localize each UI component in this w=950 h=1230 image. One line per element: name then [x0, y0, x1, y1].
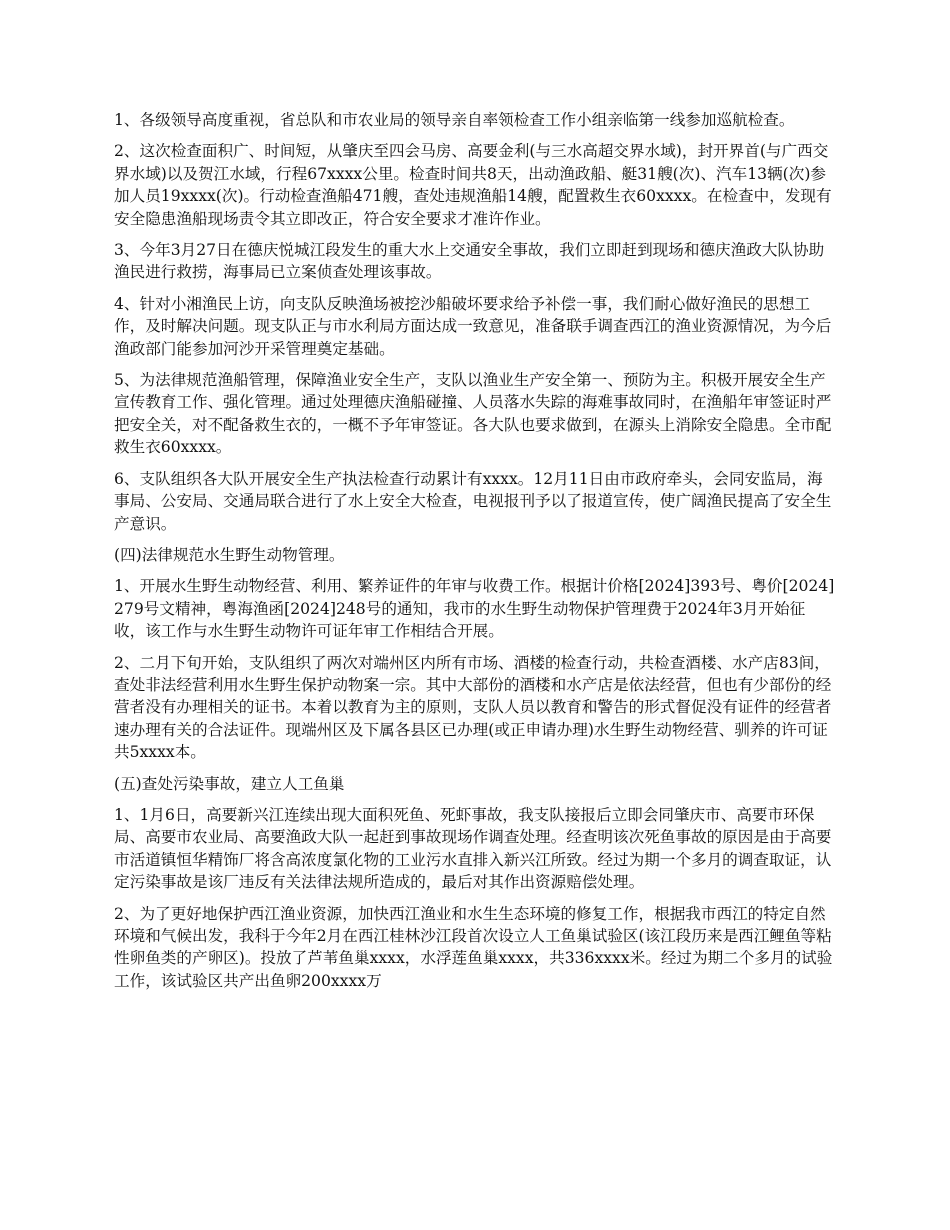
paragraph: 1、各级领导高度重视，省总队和市农业局的领导亲自率领检查工作小组亲临第一线参加巡航检查。 [114, 111, 795, 129]
paragraph: 2、这次检查面积广、时间短，从肇庆至四会马房、高要金利(与三水高超交界水域)，封开界首(与广西交界水域)以及贺江水域，行程67xxxx公里。检查时间共8天，出动渔政船、艇31艘(次)、汽车13辆(次)参加人员19xxxx(次)。行动检查渔船471艘，查处违规渔船14艘，配置救生衣60xxxx。在检查中，发现有安全隐患渔船现场责令其立即改正，符合安全要求才准许作业。 [114, 142, 832, 228]
paragraph: 5、为法律规范渔船管理，保障渔业安全生产，支队以渔业生产安全第一、预防为主。积极开展安全生产宣传教育工作、强化管理。通过处理德庆渔船碰撞、人员落水失踪的海难事故同时，在渔船年审签证时严把安全关，对不配备救生衣的，一概不予年审签证。各大队也要求做到，在源头上消除安全隐患。全市配救生衣60xxxx。 [114, 371, 832, 457]
document-body [114, 109, 836, 1001]
section-heading: (四)法律规范水生野生动物管理。 [114, 545, 345, 564]
paragraph: 1、1月6日，高要新兴江连续出现大面积死鱼、死虾事故，我支队接报后立即会同肇庆市、高要市环保局、高要市农业局、高要渔政大队一起赶到事故现场作调查处理。经查明该次死鱼事故的原因是由于高要市活道镇恒华精饰厂将含高浓度氯化物的工业污水直排入新兴江所致。经过为期一个多月的调查取证，认定污染事故是该厂违反有关法律法规所造成的，最后对其作出资源赔偿处理。 [114, 805, 832, 892]
paragraph: 3、今年3月27日在德庆悦城江段发生的重大水上交通安全事故，我们立即赶到现场和德庆渔政大队协助渔民进行救捞，海事局已立案侦查处理该事故。 [114, 241, 825, 282]
section-heading: (五)查处污染事故，建立人工鱼巢 [114, 774, 345, 793]
paragraph: 1、开展水生野生动物经营、利用、繁养证件的年审与收费工作。根据计价格[2024]393号、粤价[2024]279号文精神，粤海渔函[2024]248号的通知，我市的水生野生动物保护管理费于2024年3月开始征收，该工作与水生野生动物许可证年审工作相结合开展。 [114, 577, 835, 641]
paragraph: 2、为了更好地保护西江渔业资源，加快西江渔业和水生生态环境的修复工作，根据我市西江的特定自然环境和气候出发，我科于今年2月在西江桂林沙江段首次设立人工鱼巢试验区(该江段历来是西江鲤鱼等粘性卵鱼类的产卵区)。投放了芦苇鱼巢xxxx，水浮莲鱼巢xxxx，共336xxxx米。经过为期二个多月的试验工作，该试验区共产出鱼卵200xxxx万 [114, 904, 833, 990]
paragraph: 2、二月下旬开始，支队组织了两次对端州区内所有市场、酒楼的检查行动，共检查酒楼、水产店83间，查处非法经营利用水生野生保护动物案一宗。其中大部份的酒楼和水产店是依法经营，但也有少部份的经营者没有办理相关的证书。本着以教育为主的原则，支队人员以教育和警告的形式督促没有证件的经营者速办理有关的合法证件。现端州区及下属各县区已办理(或正申请办理)水生野生动物经营、驯养的许可证共5xxxx本。 [114, 653, 832, 762]
paragraph: 6、支队组织各大队开展安全生产执法检查行动累计有xxxx。12月11日由市政府牵头，会同安监局，海事局、公安局、交通局联合进行了水上安全大检查，电视报刊予以了报道宣传，使广阔渔民提高了安全生产意识。 [114, 469, 832, 533]
paragraph: 4、针对小湘渔民上访，向支队反映渔场被挖沙船破坏要求给予补偿一事，我们耐心做好渔民的思想工作，及时解决问题。现支队正与市水利局方面达成一致意见，准备联手调查西江的渔业资源情况，为今后渔政部门能参加河沙开采管理奠定基础。 [114, 294, 832, 358]
